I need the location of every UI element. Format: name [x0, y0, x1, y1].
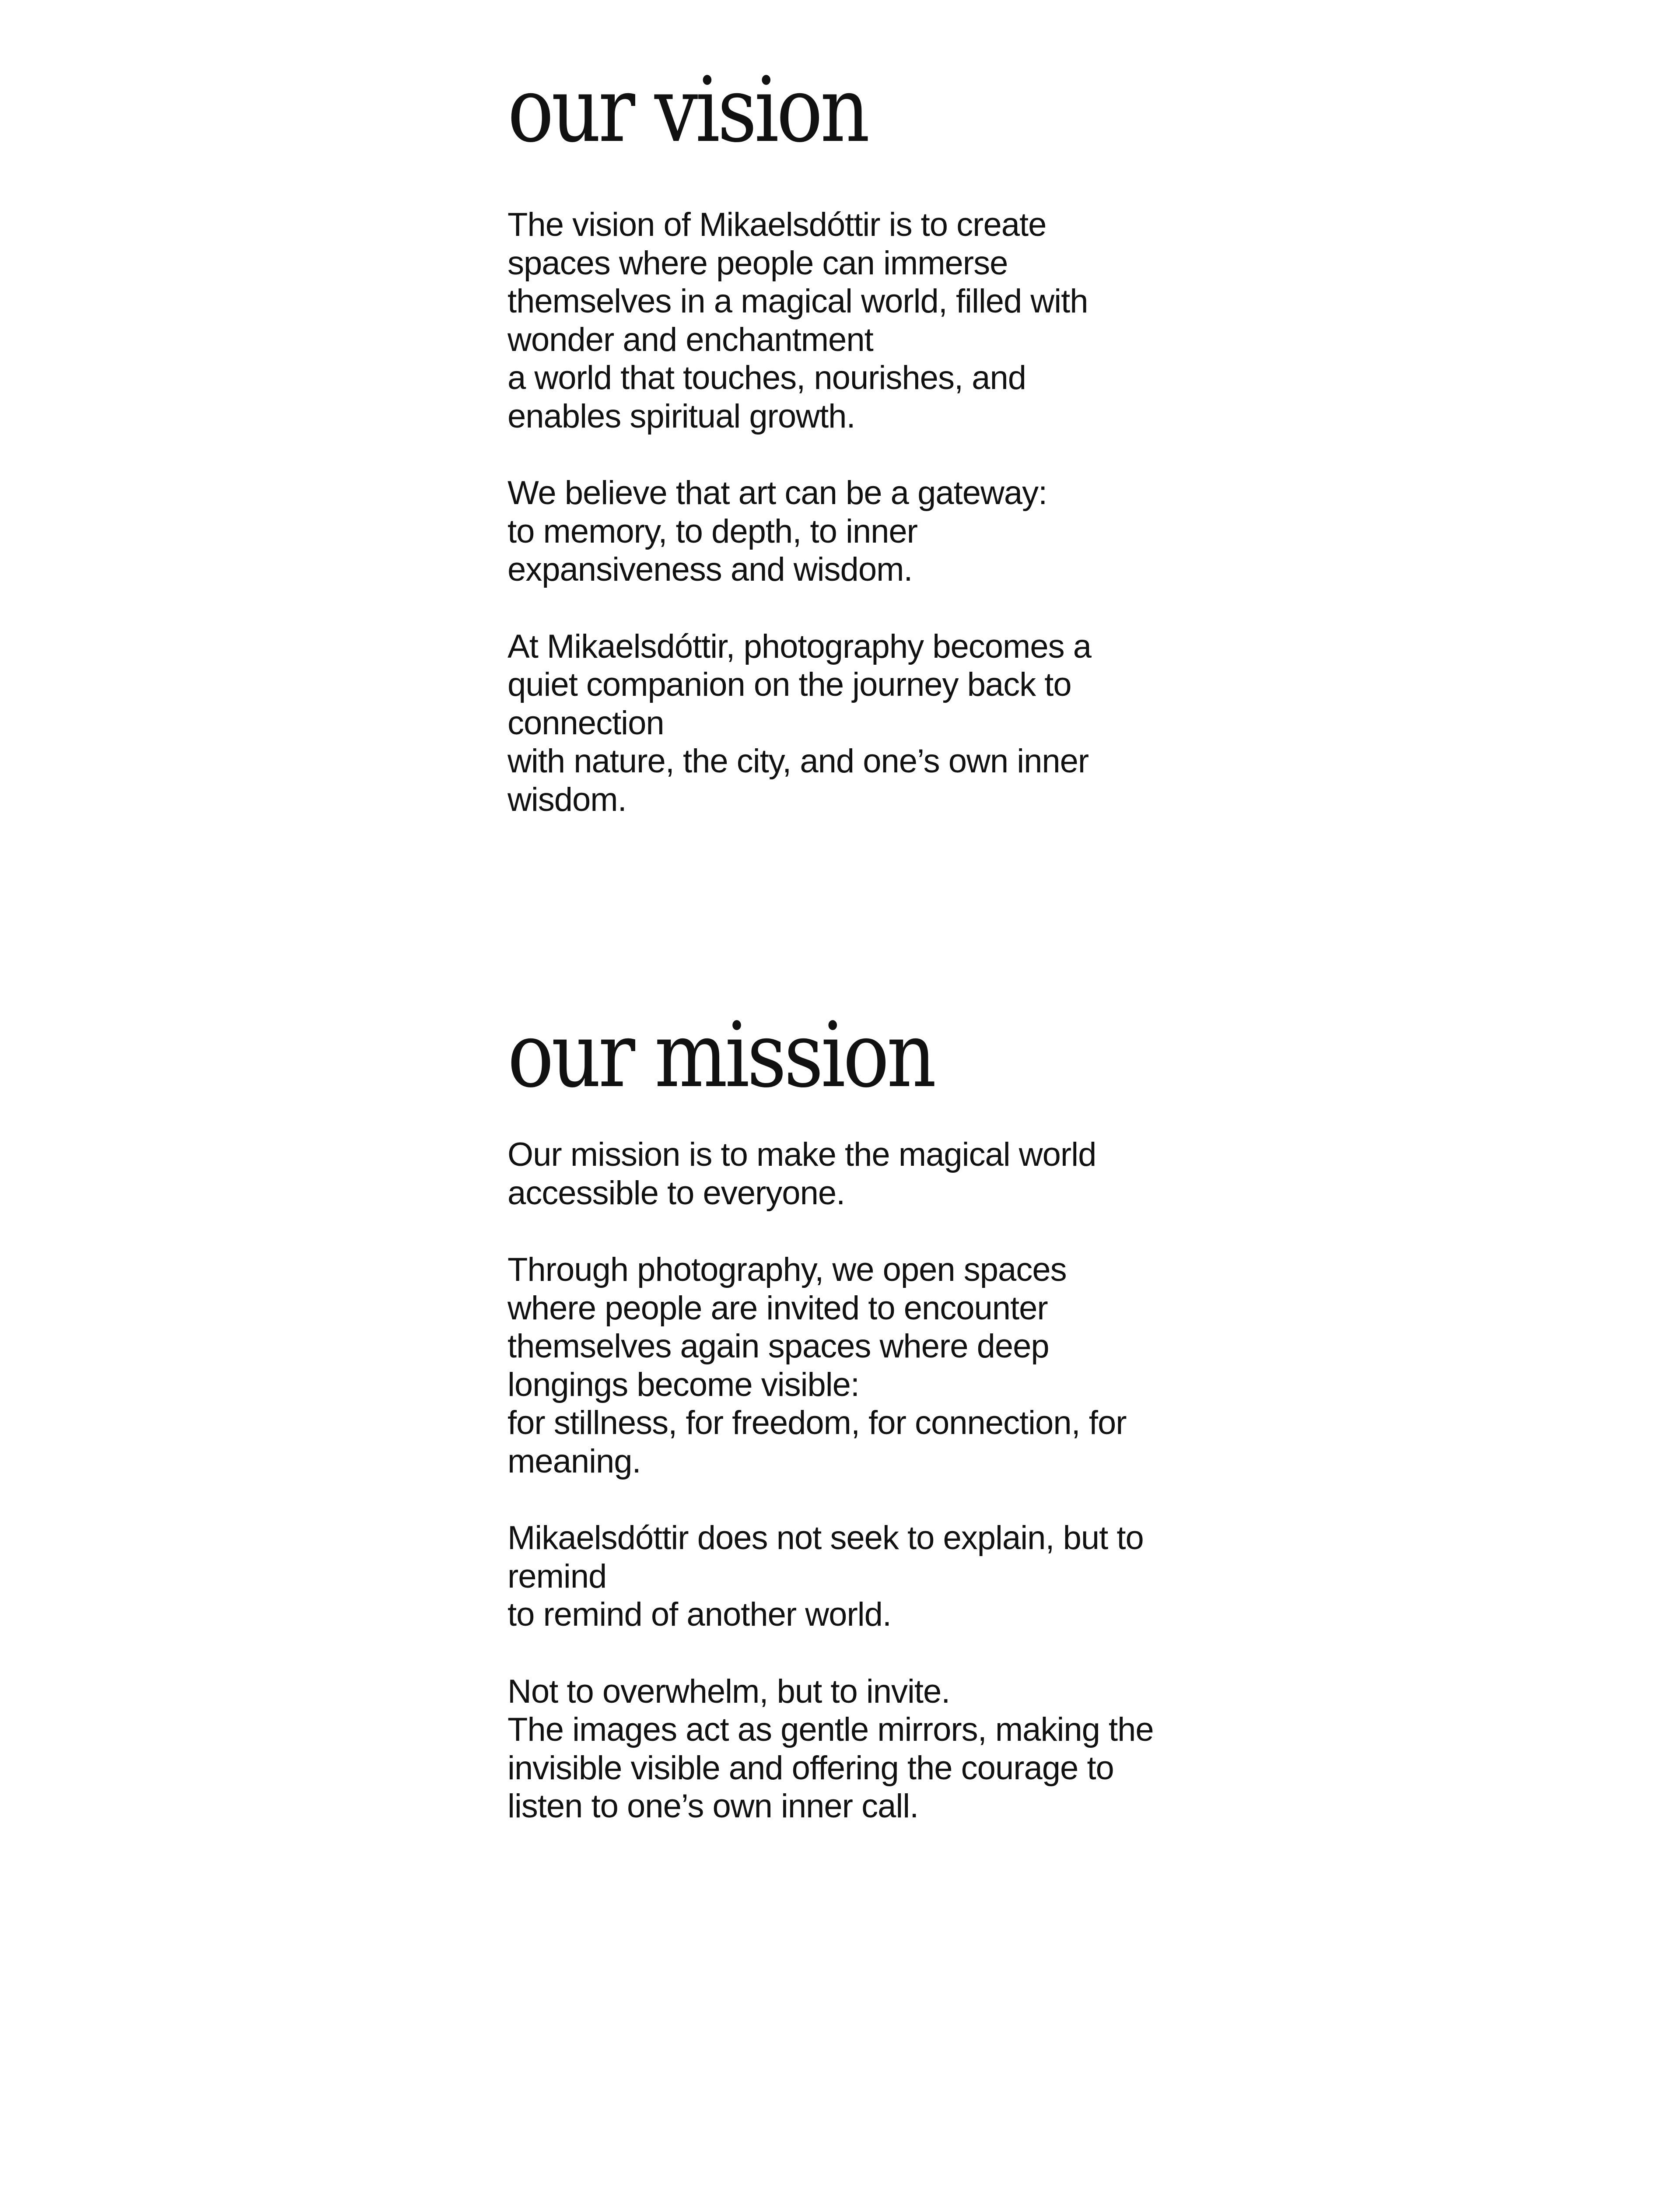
mission-heading: our mission — [508, 1003, 934, 1108]
vision-paragraph-1 — [508, 206, 1251, 435]
text-line: Not to overwhelm, but to invite. — [508, 1673, 950, 1710]
vision-section — [508, 58, 1251, 857]
mission-paragraph-4 — [508, 1673, 1251, 1826]
text-line: enables spiritual growth. — [508, 397, 855, 435]
text-line: where people are invited to encounter — [508, 1289, 1048, 1327]
text-line: a world that touches, nourishes, and — [508, 359, 1026, 396]
text-line: invisible visible and offering the courage to — [508, 1749, 1114, 1787]
text-line: connection — [508, 704, 664, 742]
mission-paragraph-3 — [508, 1519, 1251, 1634]
text-line: wisdom. — [508, 781, 626, 818]
text-line: for stillness, for freedom, for connection, for — [508, 1404, 1127, 1441]
vision-paragraph-2 — [508, 474, 1251, 589]
vision-heading: our vision — [508, 58, 868, 162]
text-line: themselves again spaces where deep — [508, 1328, 1049, 1365]
text-line: remind — [508, 1557, 607, 1595]
mission-paragraph-2 — [508, 1251, 1251, 1480]
text-line: Through photography, we open spaces — [508, 1251, 1067, 1288]
text-line: to remind of another world. — [508, 1596, 892, 1633]
text-line: We believe that art can be a gateway: — [508, 474, 1047, 512]
text-line: Our mission is to make the magical world — [508, 1136, 1096, 1173]
text-line: wonder and enchantment — [508, 321, 873, 358]
text-line: expansiveness and wisdom. — [508, 551, 913, 588]
mission-section — [508, 1003, 1251, 1864]
text-line: The images act as gentle mirrors, making the — [508, 1711, 1154, 1748]
text-line: longings become visible: — [508, 1366, 860, 1403]
text-line: Mikaelsdóttir does not seek to explain, but to — [508, 1519, 1144, 1557]
text-line: At Mikaelsdóttir, photography becomes a — [508, 628, 1091, 665]
text-line: meaning. — [508, 1442, 641, 1480]
text-line: The vision of Mikaelsdóttir is to create — [508, 206, 1046, 243]
text-line: to memory, to depth, to inner — [508, 512, 917, 550]
text-line: themselves in a magical world, filled with — [508, 283, 1088, 320]
text-line: accessible to everyone. — [508, 1174, 845, 1212]
text-line: quiet companion on the journey back to — [508, 666, 1071, 703]
text-line: with nature, the city, and one’s own inner — [508, 743, 1089, 780]
vision-paragraph-3 — [508, 628, 1251, 819]
mission-paragraph-1 — [508, 1136, 1251, 1212]
text-line: spaces where people can immerse — [508, 244, 1008, 282]
text-line: listen to one’s own inner call. — [508, 1788, 919, 1825]
